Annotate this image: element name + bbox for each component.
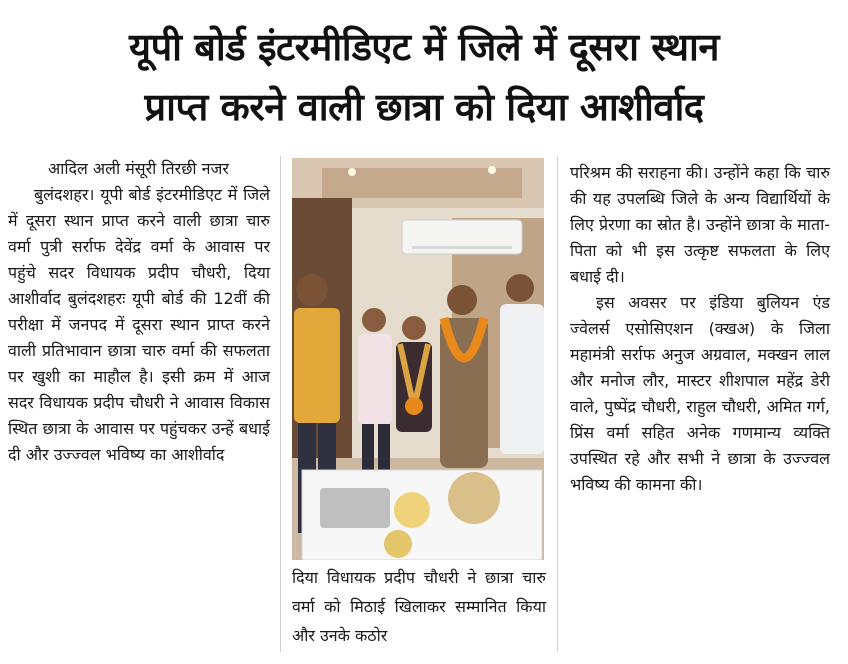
photo-illustration xyxy=(292,158,544,560)
photo-caption xyxy=(292,563,546,650)
article-paragraph: बुलंदशहर। यूपी बोर्ड इंटरमीडिएट में जिले में दूसरा स्थान प्राप्त करने वाली छात्रा चारु वर्मा पुत्री सर्राफ देवेंद्र वर्मा के आवास पर पहुंचे सदर विधायक प्रदीप चौधरी, दिया आशीर्वाद बुलंदशहरः यूपी बोर्ड की 12वीं की परीक्षा में जनपद में दूसरा स्थान प्राप्त करने वाली प्रतिभावान छात्रा चारु वर्मा की सफलता पर खुशी का माहौल है। इसी क्रम में आज सदर विधायक प्रदीप चौधरी ने आवास विकास स्थित छात्रा के आवास पर पहुंचकर उन्हें बधाई दी और उज्ज्वल भविष्य का आशीर्वाद xyxy=(8,185,270,464)
column-divider xyxy=(280,156,281,652)
news-photo xyxy=(292,158,544,560)
article-column-left xyxy=(8,156,270,468)
article-paragraph: परिश्रम की सराहना की। उन्होंने कहा कि चारु की यह उपलब्धि जिले के अन्य विद्यार्थियों के लिए प्रेरणा का स्रोत है। उन्होंने छात्रा के माता-पिता को भी इस उत्कृष्ट सफलता के लिए बधाई दी। xyxy=(570,163,830,286)
headline-line-2: प्राप्त करने वाली छात्रा को दिया आशीर्वाद xyxy=(144,85,704,129)
article-column-right xyxy=(570,160,830,498)
headline-line-1: यूपी बोर्ड इंटरमीडिएट में जिले में दूसरा स्थान xyxy=(129,25,719,69)
byline: आदिल अली मंसूरी तिरछी नजर xyxy=(48,159,229,178)
photo-caption-text: दिया विधायक प्रदीप चौधरी ने छात्रा चारु वर्मा को मिठाई खिलाकर सम्मानित किया और उनके कठोर xyxy=(292,568,546,645)
column-divider xyxy=(557,156,558,652)
article-paragraph: इस अवसर पर इंडिया बुलियन एंड ज्वेलर्स एसोसिएशन (क्खअ) के जिला महामंत्री सर्राफ अनुज अग्रवाल, मक्खन लाल और मनोज लौर, मास्टर शीशपाल महेंद्र डेरी वाले, पुष्पेंद्र चौधरी, राहुल चौधरी, अमित गर्ग, प्रिंस वर्मा सहित अनेक गणमान्य व्यक्ति उपस्थित रहे और सभी ने छात्रा के उज्ज्वल भविष्य की कामना की। xyxy=(570,293,830,494)
